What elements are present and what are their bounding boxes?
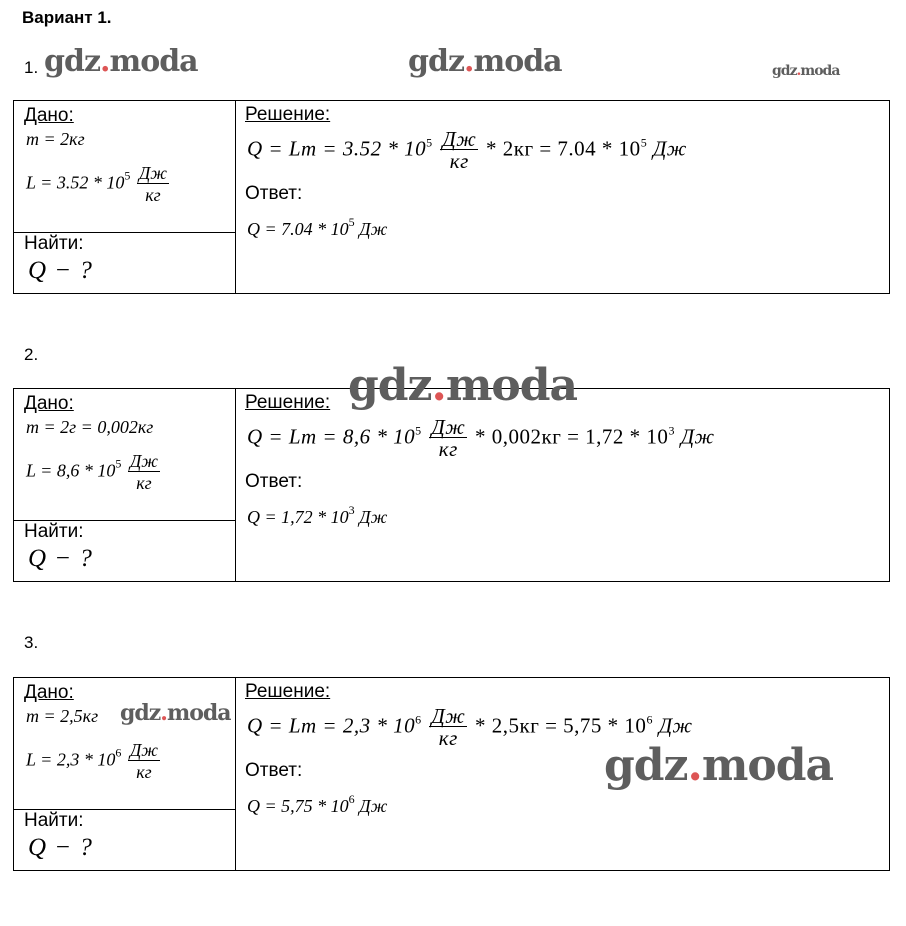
right-column xyxy=(235,101,889,293)
given-section xyxy=(14,101,235,233)
watermark-logo: gdz.moda xyxy=(348,360,578,411)
left-column xyxy=(14,101,236,293)
find-quantity: Q − ? xyxy=(28,545,93,572)
find-section xyxy=(14,519,235,581)
find-quantity: Q − ? xyxy=(28,257,93,284)
given-heat: $L = 8,6 * 10^5$ $\frac{Дж}{кг}$ xyxy=(26,451,159,493)
given-section xyxy=(14,678,235,810)
given-mass: m = 2,5кг xyxy=(26,706,99,726)
find-section xyxy=(14,808,235,870)
right-column xyxy=(235,389,889,581)
task-number: 2. xyxy=(24,345,39,364)
find-label: Найти: xyxy=(24,810,84,831)
watermark-logo: gdz.moda xyxy=(120,700,231,726)
solution-label: Решение: xyxy=(245,392,331,413)
task-number: 3. xyxy=(24,633,39,652)
solution-formula: $Q = Lm = 8,6 * 10^5$ $\frac{Дж}{кг}$ * $0,002кг = 1,72 * 10^3$ Дж xyxy=(247,415,715,461)
task-2-table xyxy=(13,388,890,582)
solution-formula: $Q = Lm = 3.52 * 10^5$ $\frac{Дж}{кг}$ * $2кг = 7.04 * 10^5$ Дж xyxy=(247,127,687,173)
answer-label: Ответ: xyxy=(245,760,303,781)
watermark-logo: gdz.moda xyxy=(604,740,834,791)
solution-formula: $Q = Lm = 2,3 * 10^6$ $\frac{Дж}{кг}$ * $2,5кг = 5,75 * 10^6$ Дж xyxy=(247,704,693,750)
watermark-logo: gdz.moda xyxy=(772,63,840,79)
given-label: Дано: xyxy=(24,682,74,703)
given-section xyxy=(14,389,235,521)
given-mass: m = 2г = 0,002кг xyxy=(26,417,154,437)
given-heat: $L = 3.52 * 10^5$ $\frac{Дж}{кг}$ xyxy=(26,163,168,205)
watermark-logo: gdz.moda xyxy=(408,44,562,79)
task-1-table xyxy=(13,100,890,294)
answer-label: Ответ: xyxy=(245,183,303,204)
solution-label: Решение: xyxy=(245,681,331,702)
answer-value: $Q = 1,72 * 10^3$ Дж xyxy=(247,503,388,527)
answer-label: Ответ: xyxy=(245,471,303,492)
find-label: Найти: xyxy=(24,233,84,254)
given-mass: m = 2кг xyxy=(26,129,85,149)
solution-label: Решение: xyxy=(245,104,331,125)
find-label: Найти: xyxy=(24,521,84,542)
answer-value: $Q = 5,75 * 10^6$ Дж xyxy=(247,792,388,816)
find-section xyxy=(14,231,235,293)
find-quantity: Q − ? xyxy=(28,834,93,861)
answer-value: $Q = 7.04 * 10^5$ Дж xyxy=(247,215,388,239)
given-label: Дано: xyxy=(24,105,74,126)
page-title: Вариант 1. xyxy=(22,8,112,27)
watermark-logo: gdz.moda xyxy=(44,44,198,79)
given-label: Дано: xyxy=(24,393,74,414)
left-column xyxy=(14,389,236,581)
given-heat: $L = 2,3 * 10^6$ $\frac{Дж}{кг}$ xyxy=(26,740,159,782)
task-number: 1. xyxy=(24,58,39,77)
